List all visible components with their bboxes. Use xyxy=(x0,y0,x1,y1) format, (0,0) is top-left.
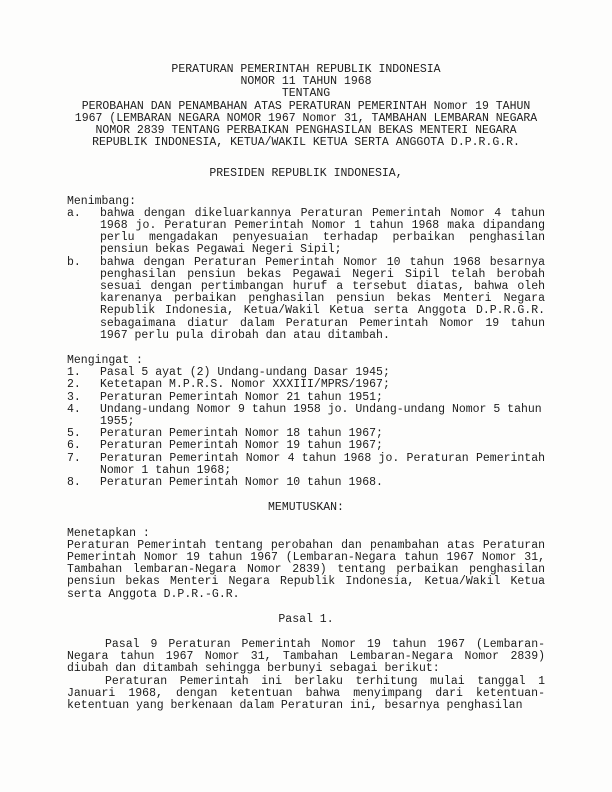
mengingat-item xyxy=(67,404,545,428)
item-label: 2. xyxy=(67,378,81,392)
item-text: Peraturan Pemerintah Nomor 21 tahun 1951; xyxy=(100,390,383,404)
mengingat-item xyxy=(67,440,545,452)
mengingat-item xyxy=(67,379,545,391)
item-text: Ketetapan M.P.R.S. Nomor XXXIII/MPRS/1967; xyxy=(100,378,390,392)
item-text: bahwa dengan dikeluarkannya Peraturan Pemerintah Nomor 4 tahun 1968 jo. Peraturan Pemerintah Nomor 1 tahun 1968 maka dipandang perlu mengadakan penyesuaian terhadap perbaikan penghasilan pensiun bekas Pegawai Negeri Sipil; xyxy=(100,206,545,257)
menetapkan-text: Peraturan Pemerintah tentang perobahan dan penambahan atas Peraturan Pemerintah Nomor 19 tahun 1967 (Lembaran-Negara tahun 1967 Nomor 31, Tambahan lembaran-Negara Nomor 2839) tentang perbaikan penghasilan pensiun bekas Menteri Negara Republik Indonesia, Ketua/Wakil Ketua serta Anggota D.P.R.-G.R. xyxy=(67,538,545,601)
item-label: 5. xyxy=(67,427,81,441)
item-label: 3. xyxy=(67,390,81,404)
item-label: 1. xyxy=(67,366,81,380)
mengingat-section xyxy=(67,355,545,489)
title-tentang: TENTANG xyxy=(281,87,331,101)
item-text: bahwa dengan Peraturan Pemerintah Nomor 10 tahun 1968 besarnya penghasilan pensiun bekas Pegawai Negeri Sipil telah berobah sesuai dengan pertimbangan huruf a tersebut diatas, bahwa oleh karenanya perbaikan penghasilan pensiun bekas Menteri Negara Republik Indonesia, Ketua/Wakil Ketua serta Anggota D.P.R.G.R. sebagaimana diatur dalam Peraturan Pemerintah Nomor 19 tahun 1967 perlu pula dirobah dan atau ditambah. xyxy=(100,255,545,342)
item-text: Peraturan Pemerintah Nomor 4 tahun 1968 jo. Peraturan Pemerintah Nomor 1 tahun 1968; xyxy=(100,451,545,477)
menimbang-section xyxy=(67,196,545,342)
item-label: a. xyxy=(67,206,81,220)
menimbang-item xyxy=(67,257,545,342)
document-title xyxy=(67,64,545,149)
menetapkan-heading: Menetapkan : xyxy=(67,526,150,540)
item-label: 6. xyxy=(67,439,81,453)
item-text: Peraturan Pemerintah Nomor 18 tahun 1967; xyxy=(100,427,383,441)
menetapkan-section xyxy=(67,528,545,601)
item-text: Peraturan Pemerintah Nomor 10 tahun 1968. xyxy=(100,476,383,490)
item-label: b. xyxy=(67,255,81,269)
item-label: 8. xyxy=(67,476,81,490)
mengingat-heading: Mengingat : xyxy=(67,354,143,368)
mengingat-item xyxy=(67,453,545,477)
mengingat-item xyxy=(67,477,545,489)
item-label: 4. xyxy=(67,402,81,416)
item-label: 7. xyxy=(67,451,81,465)
menimbang-heading: Menimbang: xyxy=(67,194,137,208)
item-text: Peraturan Pemerintah Nomor 19 tahun 1967; xyxy=(100,439,383,453)
pasal-1-body xyxy=(67,639,545,712)
title-line-1: PERATURAN PEMERINTAH REPUBLIK INDONESIA xyxy=(171,63,441,76)
menimbang-item xyxy=(67,208,545,257)
pasal-1-paragraph: Pasal 9 Peraturan Pemerintah Nomor 19 tahun 1967 (Lembaran-Negara tahun 1967 Nomor 31, Tambahan Lembaran-Negara Nomor 2839) diubah dan ditambah sehingga berbunyi sebagai berikut: xyxy=(67,637,545,676)
memutuskan-heading: MEMUTUSKAN: xyxy=(268,501,344,515)
preamble-heading: PRESIDEN REPUBLIK INDONESIA, xyxy=(209,167,403,181)
title-subject: PEROBAHAN DAN PENAMBAHAN ATAS PERATURAN PEMERINTAH Nomor 19 TAHUN 1967 (LEMBARAN NEGARA NOMOR 1967 Nomor 31, TAMBAHAN LEMBARAN NEGARA NOMOR 2839 TENTANG PERBAIKAN PENGHASILAN BEKAS MENTERI NEGARA REPUBLIK INDONESIA, KETUA/WAKIL KETUA SERTA ANGGOTA D.P.R.G.R. xyxy=(74,99,538,150)
pasal-1-paragraph: Peraturan Pemerintah ini berlaku terhitung mulai tanggal 1 Januari 1968, dengan ketentuan bahwa menyimpang dari ketentuan-ketentuan yang berkenaan dalam Peraturan ini, besarnya penghasilan xyxy=(67,674,545,712)
title-number: NOMOR 11 TAHUN 1968 xyxy=(240,75,372,89)
item-text: Undang-undang Nomor 9 tahun 1958 jo. Undang-undang Nomor 5 tahun 1955; xyxy=(100,402,542,429)
pasal-1-heading: Pasal 1. xyxy=(278,612,334,626)
item-text: Pasal 5 ayat (2) Undang-undang Dasar 1945; xyxy=(100,366,390,380)
